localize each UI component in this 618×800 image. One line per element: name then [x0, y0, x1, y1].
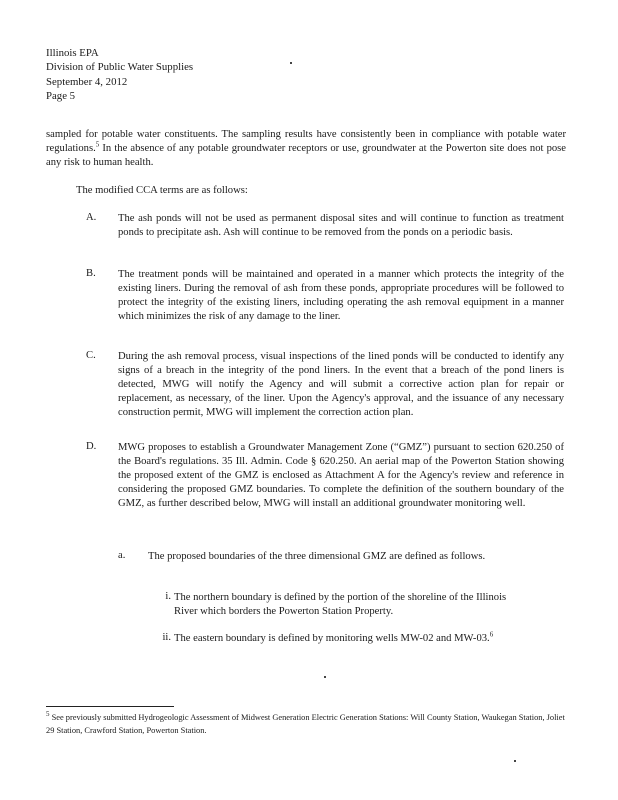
footnote-ref-6: 6 — [489, 630, 494, 639]
boundary-text — [174, 632, 526, 646]
footnote-ref-5: 5 — [95, 140, 100, 149]
term-label: D. — [86, 441, 97, 452]
scan-speck — [514, 760, 516, 762]
boundary-text-body: The eastern boundary is defined by monitoring wells MW-02 and MW-03. — [174, 633, 490, 644]
scan-speck — [324, 676, 326, 678]
subitem-text: The proposed boundaries of the three dimensional GMZ are defined as follows. — [148, 551, 486, 562]
letter-header — [46, 46, 193, 103]
intro-text-a: sampled for potable water constituents. The sampling results have consistently been in compliance with potable water regulations. — [46, 129, 566, 155]
subitem-label: a. — [118, 550, 126, 561]
header-recipient: Illinois EPA — [46, 47, 99, 59]
boundary-label: i. — [165, 591, 171, 602]
boundary-text: The northern boundary is defined by the portion of the shoreline of the Illinois River which borders the Powerton Station Property. — [174, 592, 507, 618]
footnote-separator — [46, 706, 174, 707]
header-date: September 4, 2012 — [46, 75, 128, 88]
term-label: A. — [86, 212, 97, 223]
boundary-label: ii. — [162, 632, 171, 643]
term-label: B. — [86, 268, 96, 279]
intro-paragraph — [46, 128, 566, 171]
term-text: During the ash removal process, visual inspections of the lined ponds will be conducted to identify any signs of a breach in the integrity of the pond liners. In the event that a breach of the pond liners is detected, MWG will notify the Agency and will submit a corrective action plan for repair or replacement, as necessary, of the liner. Upon the Agency's approval, and the issuance of any necessary construction permit, MWG will implement the correction action plan. — [118, 351, 564, 419]
scan-speck — [290, 62, 292, 64]
term-label: C. — [86, 350, 96, 361]
term-text: MWG proposes to establish a Groundwater Management Zone (“GMZ”) pursuant to section 620.250 of the Board's regulations. 35 Ill. Admin. Code § 620.250. An aerial map of the Powerton Station showing the proposed extent of the GMZ is enclosed as Attachment A for the Agency's review and reference in considering the proposed GMZ boundaries. To complete the definition of the southern boundary of the GMZ, as further described below, MWG will install an additional groundwater monitoring well. — [118, 442, 564, 510]
footnote — [46, 711, 570, 737]
terms-lead-in: The modified CCA terms are as follows: — [76, 185, 248, 196]
term-text: The ash ponds will not be used as permanent disposal sites and will continue to function as treatment ponds to precipitate ash. Ash will continue to be removed from the ponds on a periodic basis. — [118, 213, 564, 239]
intro-text-b: In the absence of any potable groundwater receptors or use, groundwater at the Powerton site does not pose any risk to human health. — [46, 143, 566, 169]
term-text: The treatment ponds will be maintained and operated in a manner which protects the integrity of the existing liners. During the removal of ash from these ponds, appropriate procedures will be followed to protect the integrity of the existing liners, including operating the ash removal equipment in a manner which minimizes the risk of any damage to the liner. — [118, 269, 564, 323]
footnote-number: 5 — [46, 710, 50, 719]
header-page-number: Page 5 — [46, 89, 76, 102]
footnote-text: See previously submitted Hydrogeologic Assessment of Midwest Generation Electric Generation Stations: Will County Station, Waukegan Station, Joliet 29 Station, Crawford Station, Powerton Station. — [46, 713, 565, 735]
header-division: Division of Public Water Supplies — [46, 61, 194, 74]
